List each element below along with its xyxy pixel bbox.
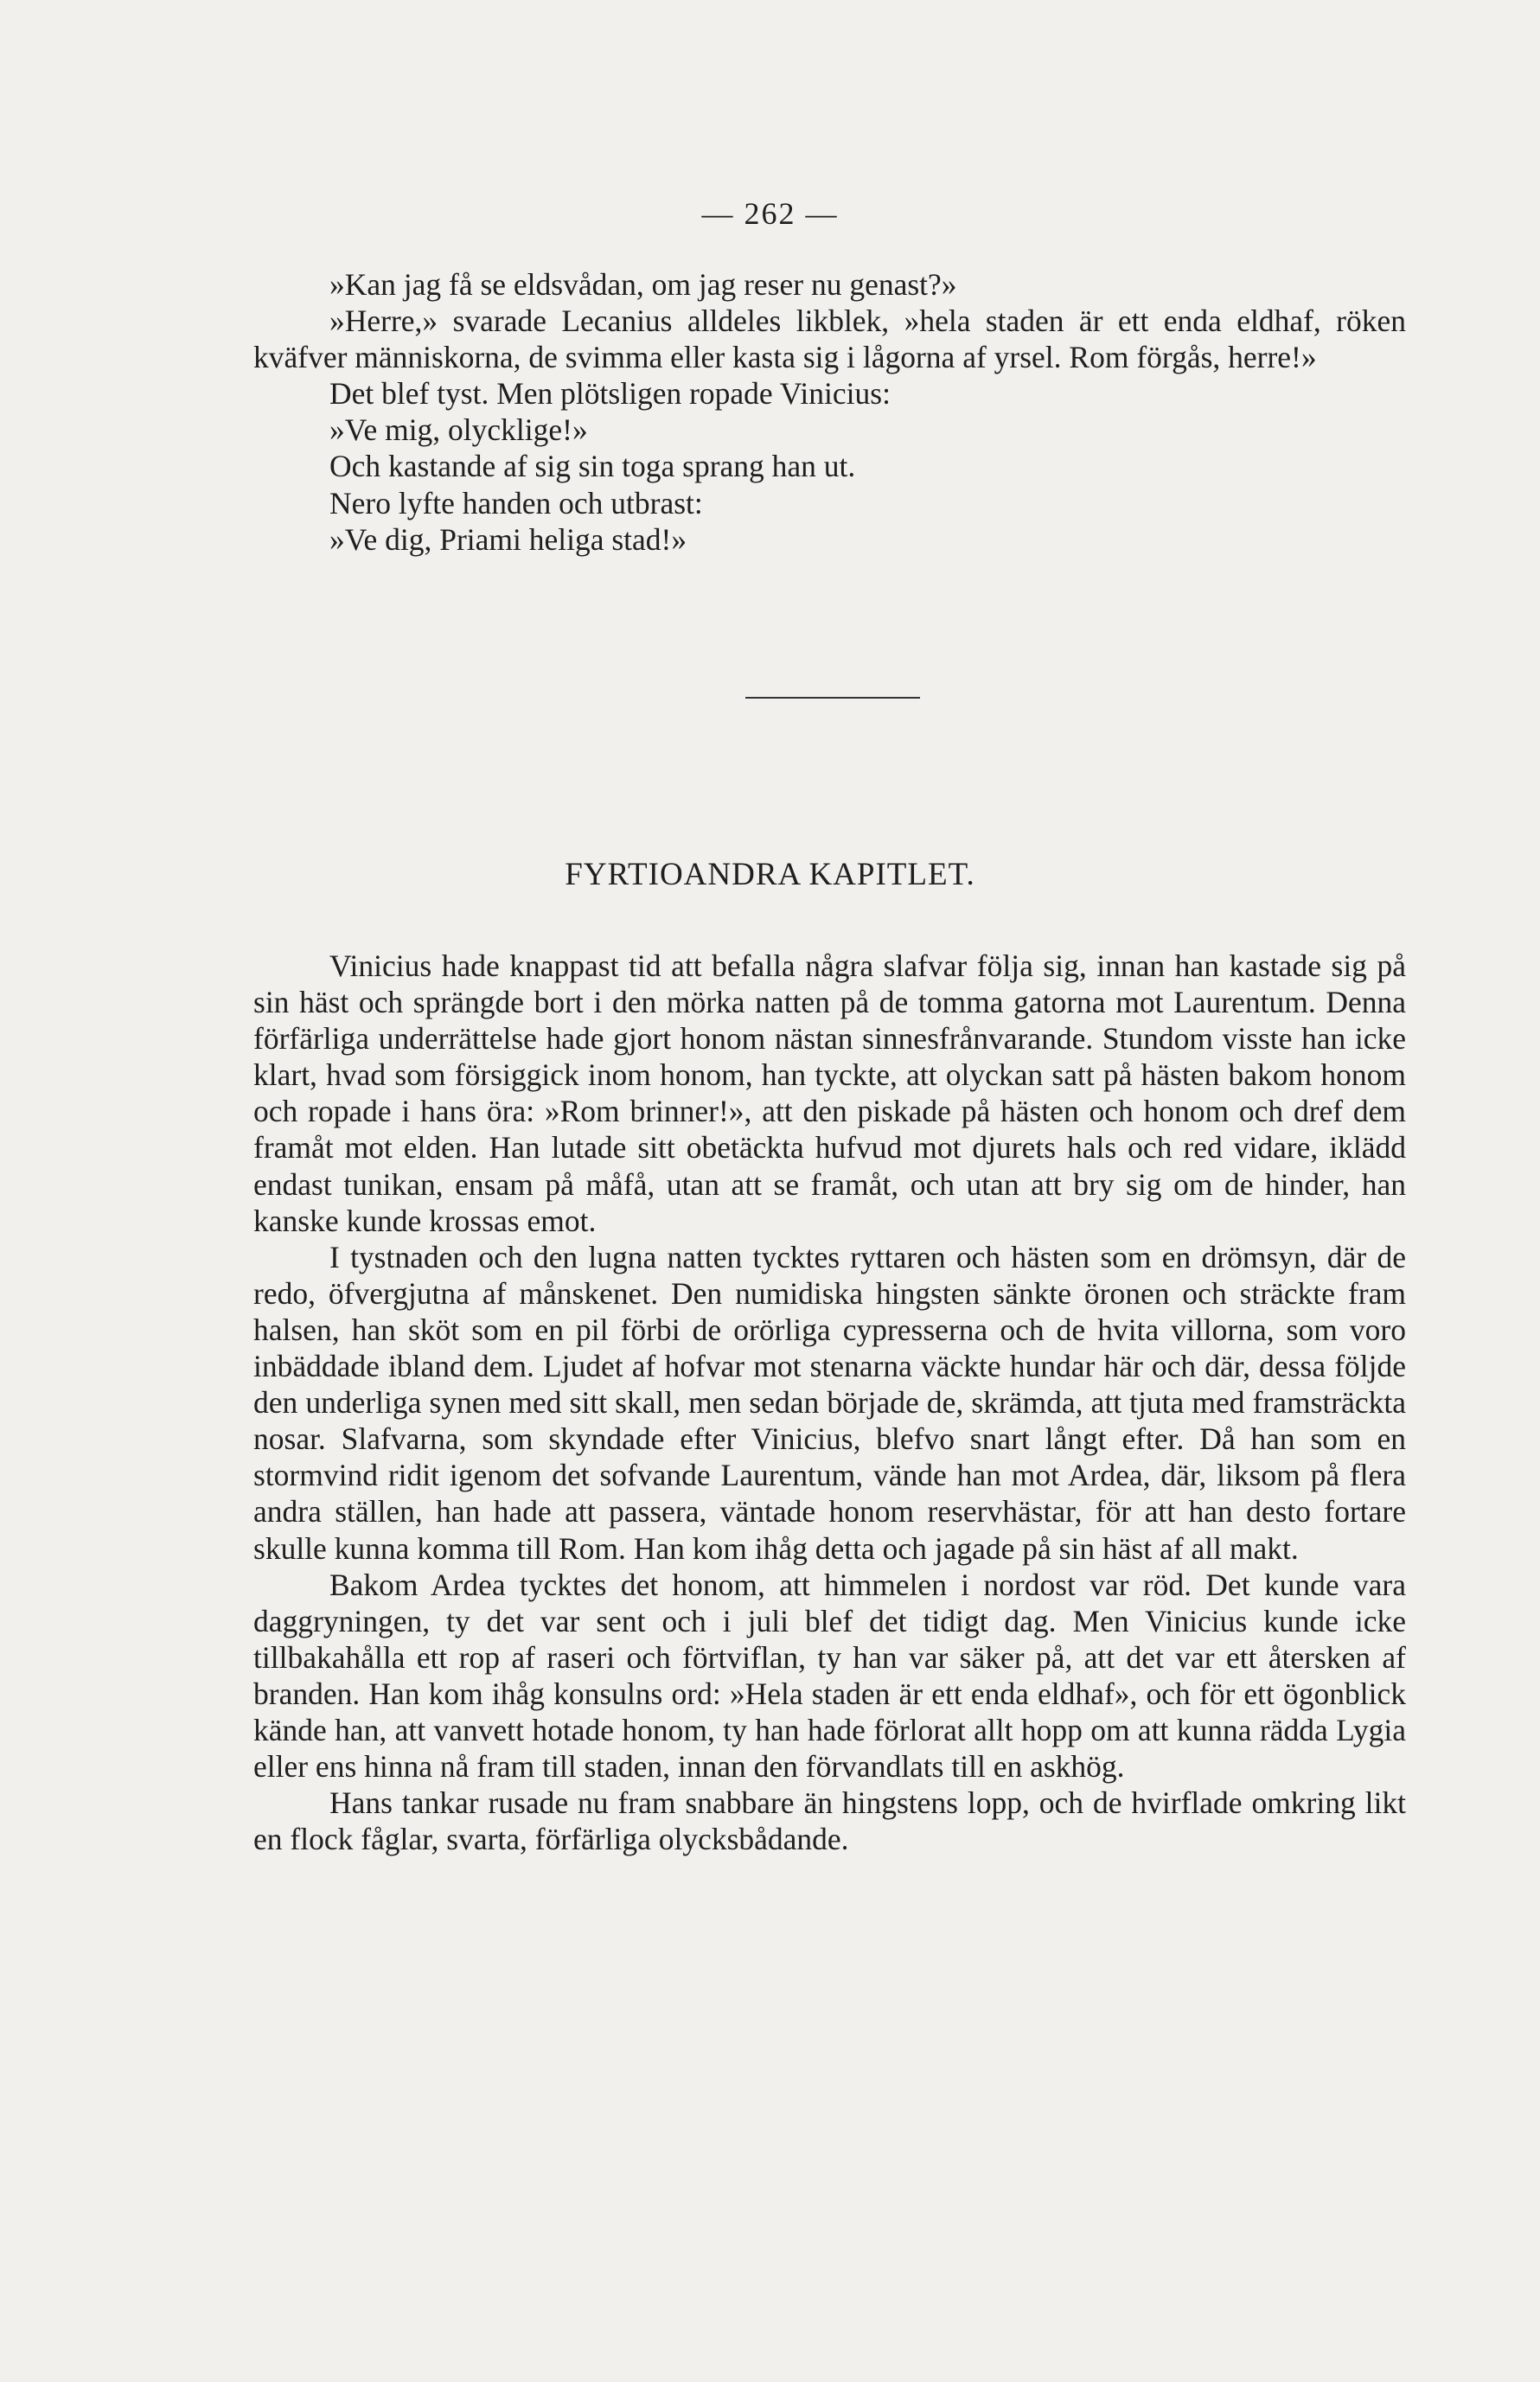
paragraph: »Herre,» svarade Lecanius alldeles likblek, »hela staden är ett enda eldhaf, röken kväfver människorna, de svimma eller kasta sig i lågorna af yrsel. Rom förgås, herre!»	[253, 303, 1406, 375]
paragraph: Och kastande af sig sin toga sprang han ut.	[329, 449, 856, 484]
section-divider	[745, 697, 920, 699]
paragraph: Nero lyfte handen och utbrast:	[329, 485, 703, 520]
paragraph: Hans tankar rusade nu fram snabbare än hingstens lopp, och de hvirflade omkring likt en flock fåglar, svarta, förfärliga olycksbådande.	[253, 1785, 1406, 1857]
paragraph: Vinicius hade knappast tid att befalla några slafvar följa sig, innan han kastade sig på sin häst och sprängde bort i den mörka natten på de tomma gatorna mot Laurentum. Denna förfärliga underrättelse hade gjort honom nästan sinnesfrånvarande. Stundom visste han icke klart, hvad som försiggick inom honom, han tyckte, att olyckan satt på hästen bakom honom och ropade i hans öra: »Rom brinner!», att den piskade på hästen och honom och dref dem framåt mot elden. Han lutade sitt obetäckta hufvud mot djurets hals och red vidare, iklädd endast tunikan, ensam på måfå, utan att se framåt, och utan att bry sig om de hinder, han kanske kunde krossas emot.	[253, 948, 1406, 1238]
chapter-body	[253, 948, 1406, 1857]
paragraph: »Kan jag få se eldsvådan, om jag reser nu genast?»	[329, 267, 957, 302]
paragraph: »Ve mig, olycklige!»	[329, 412, 588, 448]
paragraph: I tystnaden och den lugna natten tycktes ryttaren och hästen som en drömsyn, där de redo, öfvergjutna af månskenet. Den numidiska hingsten sänkte öronen och sträckte fram halsen, han sköt som en pil förbi de orörliga cypresserna och de hvita villorna, som voro inbäddade ibland dem. Ljudet af hofvar mot stenarna väckte hundar här och där, dessa följde den underliga synen med sitt skall, men sedan började de, skrämda, att tjuta med framsträckta nosar. Slafvarna, som skyndade efter Vinicius, blefvo snart långt efter. Då han som en stormvind ridit igenom det sofvande Laurentum, vände han mot Ardea, där, liksom på flera andra ställen, han hade att passera, väntade honom reservhästar, för att han desto fortare skulle kunna komma till Rom. Han kom ihåg detta och jagade på sin häst af all makt.	[253, 1239, 1406, 1566]
paragraph: Bakom Ardea tycktes det honom, att himmelen i nordost var röd. Det kunde vara daggryningen, ty det var sent och i juli blef det tidigt dag. Men Vinicius kunde icke tillbakahålla ett rop af raseri och förtviflan, ty han var säker på, att det var ett återsken af branden. Han kom ihåg konsulns ord: »Hela staden är ett enda eldhaf», och för ett ögonblick kände han, att vanvett hotade honom, ty han hade förlorat allt hopp om att kunna rädda Lygia eller ens hinna nå fram till staden, innan den förvandlats till en askhög.	[253, 1567, 1406, 1785]
dialogue-section	[253, 266, 1406, 558]
chapter-heading: FYRTIOANDRA KAPITLET.	[565, 857, 975, 892]
paragraph: »Ve dig, Priami heliga stad!»	[329, 521, 687, 557]
paragraph: Det blef tyst. Men plötsligen ropade Vinicius:	[329, 376, 891, 412]
page-number: — 262 —	[701, 196, 839, 231]
